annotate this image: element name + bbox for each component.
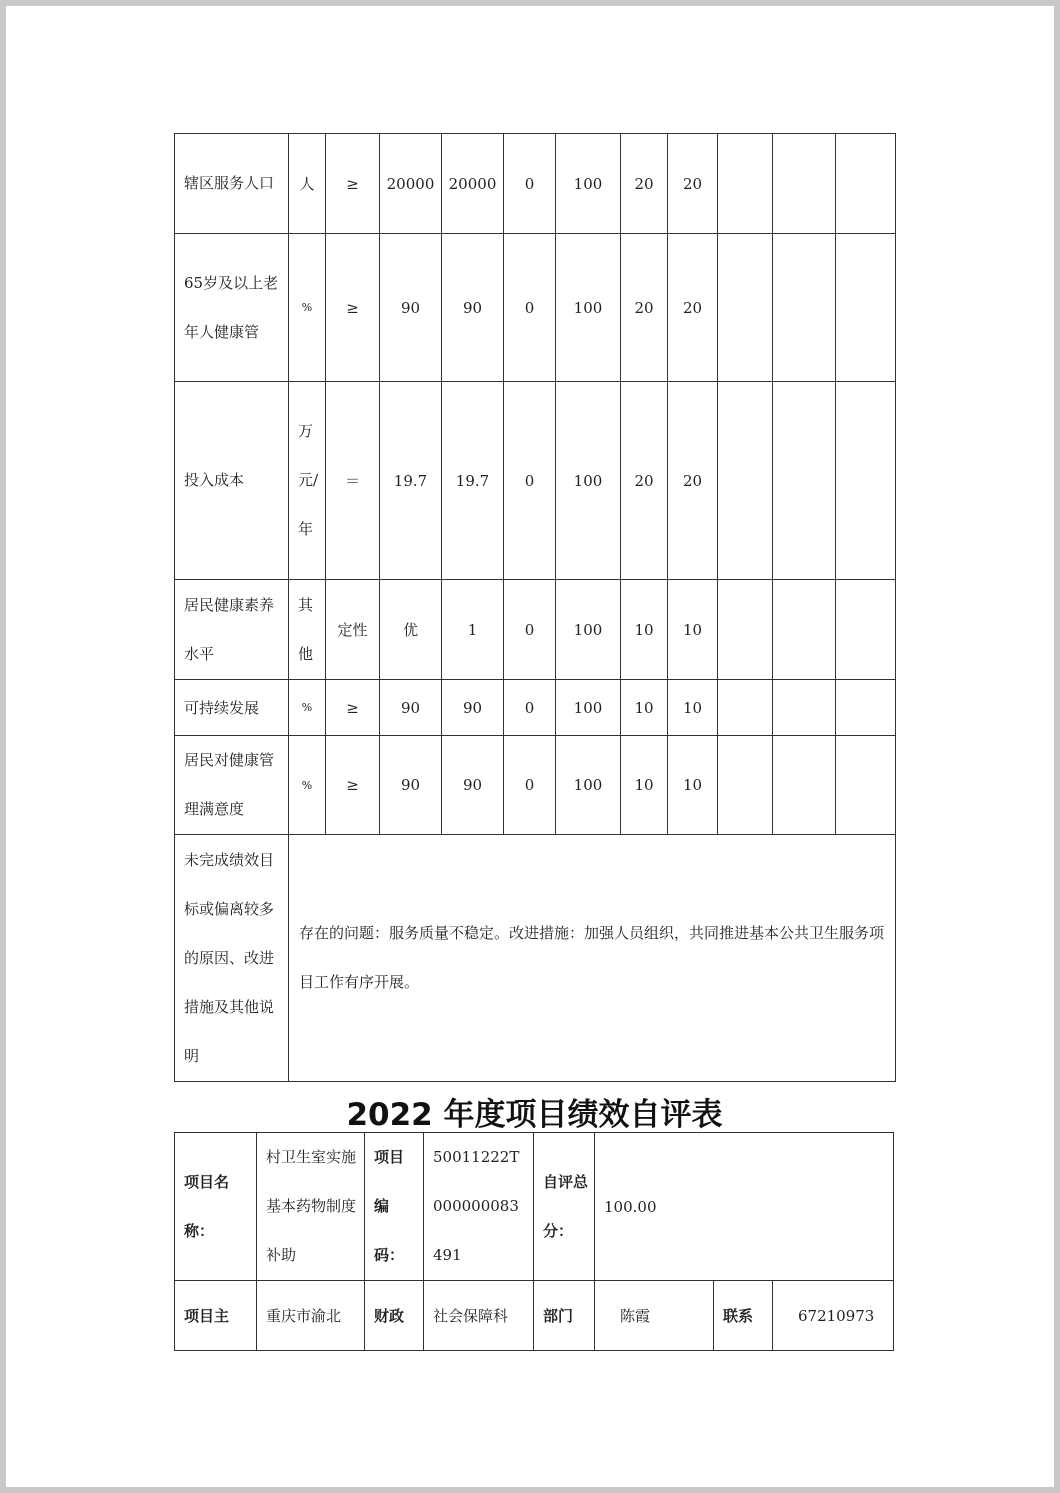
indicator-actual: 90: [442, 680, 504, 736]
empty-cell: [836, 234, 896, 382]
indicator-target: 90: [380, 680, 442, 736]
indicator-operator: ≥: [326, 680, 380, 736]
indicator-name: 居民对健康管理满意度: [175, 736, 289, 835]
empty-cell: [773, 134, 836, 234]
indicator-rate: 100: [556, 382, 621, 580]
indicator-target: 90: [380, 736, 442, 835]
indicator-rate: 100: [556, 736, 621, 835]
empty-cell: [718, 234, 773, 382]
project-code-value: 50011222T000000083491: [424, 1133, 534, 1281]
indicator-deviation: 0: [504, 234, 556, 382]
finance-label: 财政: [365, 1281, 424, 1351]
indicator-weight: 10: [621, 736, 668, 835]
indicator-score: 20: [668, 134, 718, 234]
indicator-weight: 20: [621, 382, 668, 580]
indicator-score: 10: [668, 680, 718, 736]
indicator-score: 10: [668, 736, 718, 835]
indicator-target: 19.7: [380, 382, 442, 580]
indicator-target: 20000: [380, 134, 442, 234]
indicator-deviation: 0: [504, 736, 556, 835]
table-row: [175, 835, 896, 1082]
indicator-deviation: 0: [504, 680, 556, 736]
score-label: 自评总分：: [534, 1133, 595, 1281]
indicator-weight: 10: [621, 680, 668, 736]
indicator-unit: 万元/年: [289, 382, 326, 580]
empty-cell: [718, 382, 773, 580]
reason-label: 未完成绩效目标或偏离较多的原因、改进措施及其他说明: [175, 835, 289, 1082]
empty-cell: [836, 134, 896, 234]
indicator-operator: 定性: [326, 580, 380, 680]
indicator-weight: 20: [621, 234, 668, 382]
empty-cell: [718, 680, 773, 736]
indicator-deviation: 0: [504, 382, 556, 580]
empty-cell: [773, 680, 836, 736]
empty-cell: [773, 736, 836, 835]
table-row: [175, 580, 896, 680]
indicator-unit: 其他: [289, 580, 326, 680]
indicator-target: 优: [380, 580, 442, 680]
table-row: [175, 680, 896, 736]
indicator-weight: 10: [621, 580, 668, 680]
empty-cell: [773, 234, 836, 382]
empty-cell: [773, 382, 836, 580]
indicator-actual: 19.7: [442, 382, 504, 580]
indicator-name: 辖区服务人口: [175, 134, 289, 234]
reason-text: 存在的问题：服务质量不稳定。改进措施：加强人员组织，共同推进基本公共卫生服务项目工作有序开展。: [289, 835, 896, 1082]
indicator-name: 居民健康素养水平: [175, 580, 289, 680]
empty-cell: [718, 134, 773, 234]
indicator-name: 65岁及以上老年人健康管: [175, 234, 289, 382]
indicator-table: [174, 133, 896, 1082]
indicator-rate: 100: [556, 580, 621, 680]
project-name-label: 项目名称：: [175, 1133, 257, 1281]
project-code-label: 项目编码：: [365, 1133, 424, 1281]
table-row: [175, 234, 896, 382]
indicator-operator: ≥: [326, 134, 380, 234]
table-row: [175, 1281, 894, 1351]
table-row: [175, 1133, 894, 1281]
indicator-actual: 20000: [442, 134, 504, 234]
indicator-actual: 90: [442, 234, 504, 382]
page-title: 2022 年度项目绩效自评表: [346, 1097, 723, 1133]
document-page: [6, 6, 1054, 1487]
indicator-score: 20: [668, 234, 718, 382]
indicator-unit: %: [289, 736, 326, 835]
indicator-rate: 100: [556, 234, 621, 382]
indicator-rate: 100: [556, 134, 621, 234]
finance-value: 社会保障科: [424, 1281, 534, 1351]
indicator-score: 10: [668, 580, 718, 680]
indicator-rate: 100: [556, 680, 621, 736]
indicator-target: 90: [380, 234, 442, 382]
indicator-actual: 90: [442, 736, 504, 835]
indicator-weight: 20: [621, 134, 668, 234]
empty-cell: [836, 580, 896, 680]
indicator-name: 可持续发展: [175, 680, 289, 736]
indicator-actual: 1: [442, 580, 504, 680]
empty-cell: [836, 736, 896, 835]
dept-label: 部门: [534, 1281, 595, 1351]
indicator-unit: %: [289, 234, 326, 382]
empty-cell: [773, 580, 836, 680]
project-name-value: 村卫生室实施基本药物制度补助: [257, 1133, 365, 1281]
indicator-operator: ＝: [326, 382, 380, 580]
indicator-operator: ≥: [326, 234, 380, 382]
indicator-deviation: 0: [504, 134, 556, 234]
contact-value: 67210973: [773, 1281, 894, 1351]
indicator-name: 投入成本: [175, 382, 289, 580]
indicator-deviation: 0: [504, 580, 556, 680]
indicator-unit: 人: [289, 134, 326, 234]
empty-cell: [718, 736, 773, 835]
indicator-score: 20: [668, 382, 718, 580]
empty-cell: [718, 580, 773, 680]
empty-cell: [836, 680, 896, 736]
table-row: [175, 736, 896, 835]
contact-label: 联系: [714, 1281, 773, 1351]
owner-label: 项目主: [175, 1281, 257, 1351]
indicator-unit: %: [289, 680, 326, 736]
table-row: [175, 134, 896, 234]
empty-cell: [836, 382, 896, 580]
project-info-table: [174, 1132, 894, 1351]
indicator-operator: ≥: [326, 736, 380, 835]
score-value: 100.00: [595, 1133, 894, 1281]
table-row: [175, 382, 896, 580]
dept-value: 陈霞: [595, 1281, 714, 1351]
owner-value: 重庆市渝北: [257, 1281, 365, 1351]
